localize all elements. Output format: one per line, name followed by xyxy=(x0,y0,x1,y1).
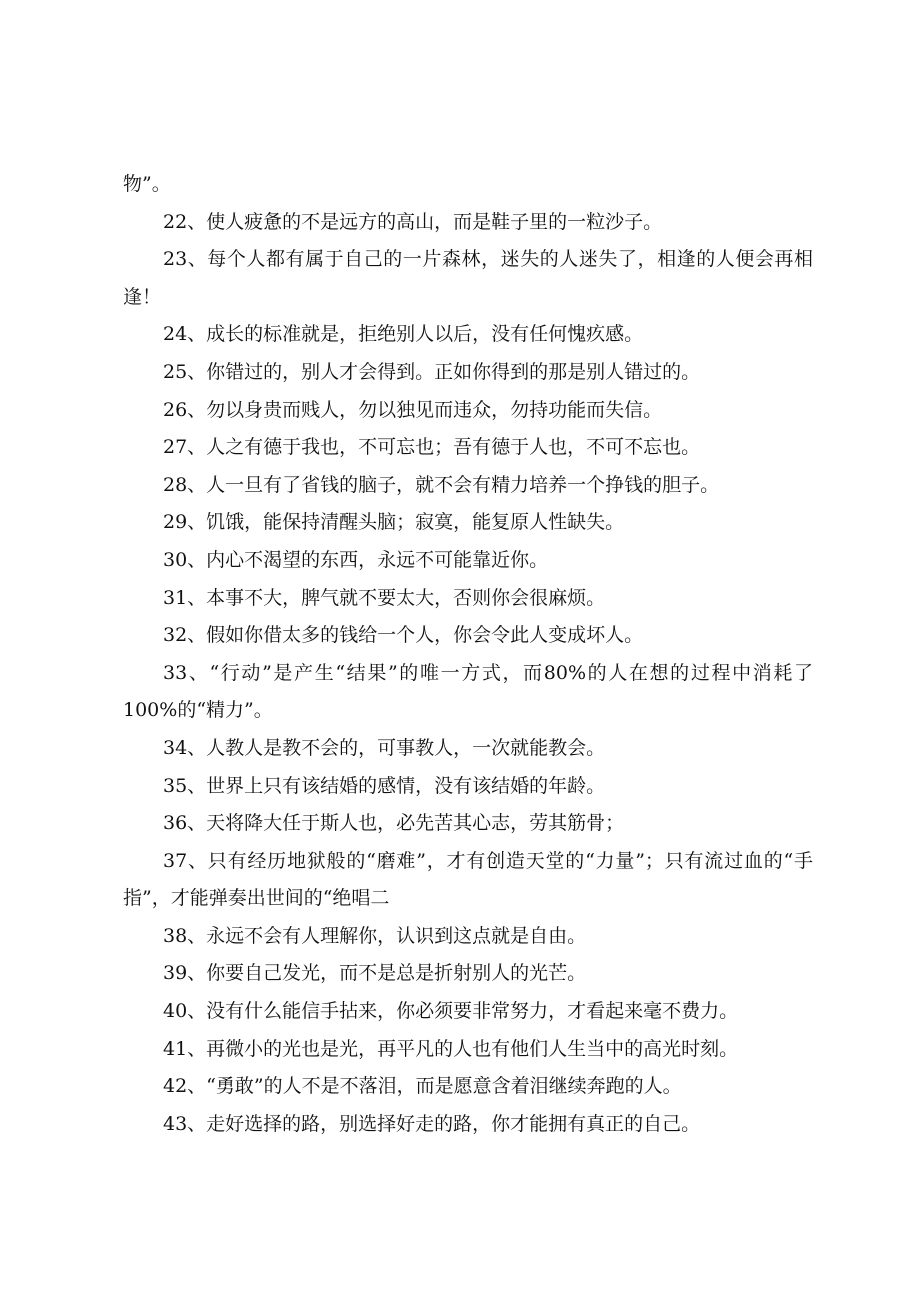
quote-34: 34、人教人是教不会的，可事教人，一次就能教会。 xyxy=(163,736,606,759)
quote-23: 23、每个人都有属于自己的一片森林，迷失的人迷失了，相逢的人便会再相逢！ xyxy=(123,248,813,308)
document-body xyxy=(123,166,813,1143)
quote-32: 32、假如你借太多的钱给一个人，你会令此人变成坏人。 xyxy=(163,624,644,647)
quote-27: 27、人之有德于我也，不可忘也；吾有德于人也，不可不忘也。 xyxy=(163,436,701,459)
quote-26: 26、勿以身贵而贱人，勿以独见而违众，勿持功能而失信。 xyxy=(163,398,663,421)
quote-25: 25、你错过的，别人才会得到。正如你得到的那是别人错过的。 xyxy=(163,360,701,383)
quote-28: 28、人一旦有了省钱的脑子，就不会有精力培养一个挣钱的胆子。 xyxy=(163,473,720,496)
quote-35: 35、世界上只有该结婚的感情，没有该结婚的年龄。 xyxy=(163,774,606,797)
quote-42: 42、“勇敢”的人不是不落泪，而是愿意含着泪继续奔跑的人。 xyxy=(163,1075,682,1098)
quote-36: 36、天将降大任于斯人也，必先苦其心志，劳其筋骨； xyxy=(163,812,625,835)
quote-33: 33、“行动”是产生“结果”的唯一方式，而80%的人在想的过程中消耗了100%的“精力”。 xyxy=(123,661,813,722)
quote-29: 29、饥饿，能保持清醒头脑；寂寞，能复原人性缺失。 xyxy=(163,511,625,534)
quote-24: 24、成长的标准就是，拒绝别人以后，没有任何愧疚感。 xyxy=(163,323,644,346)
quote-31: 31、本事不大，脾气就不要太大，否则你会很麻烦。 xyxy=(163,586,606,609)
quote-39: 39、你要自己发光，而不是总是折射别人的光芒。 xyxy=(163,962,587,985)
quote-40: 40、没有什么能信手拈来，你必须要非常努力，才看起来毫不费力。 xyxy=(163,1000,739,1023)
quote-41: 41、再微小的光也是光，再平凡的人也有他们人生当中的高光时刻。 xyxy=(163,1037,739,1060)
quote-22: 22、使人疲惫的不是远方的高山，而是鞋子里的一粒沙子。 xyxy=(163,210,663,233)
quote-37: 37、只有经历地狱般的“磨难”，才有创造天堂的“力量”；只有流过血的“手指”，才能弹奏出世间的“绝唱二 xyxy=(123,849,813,910)
quote-30: 30、内心不渴望的东西，永远不可能靠近你。 xyxy=(163,548,549,571)
quote-43: 43、走好选择的路，别选择好走的路，你才能拥有真正的自己。 xyxy=(163,1112,701,1135)
quote-38: 38、永远不会有人理解你，认识到这点就是自由。 xyxy=(163,924,587,947)
paragraph-continuation: 物”。 xyxy=(123,173,171,195)
